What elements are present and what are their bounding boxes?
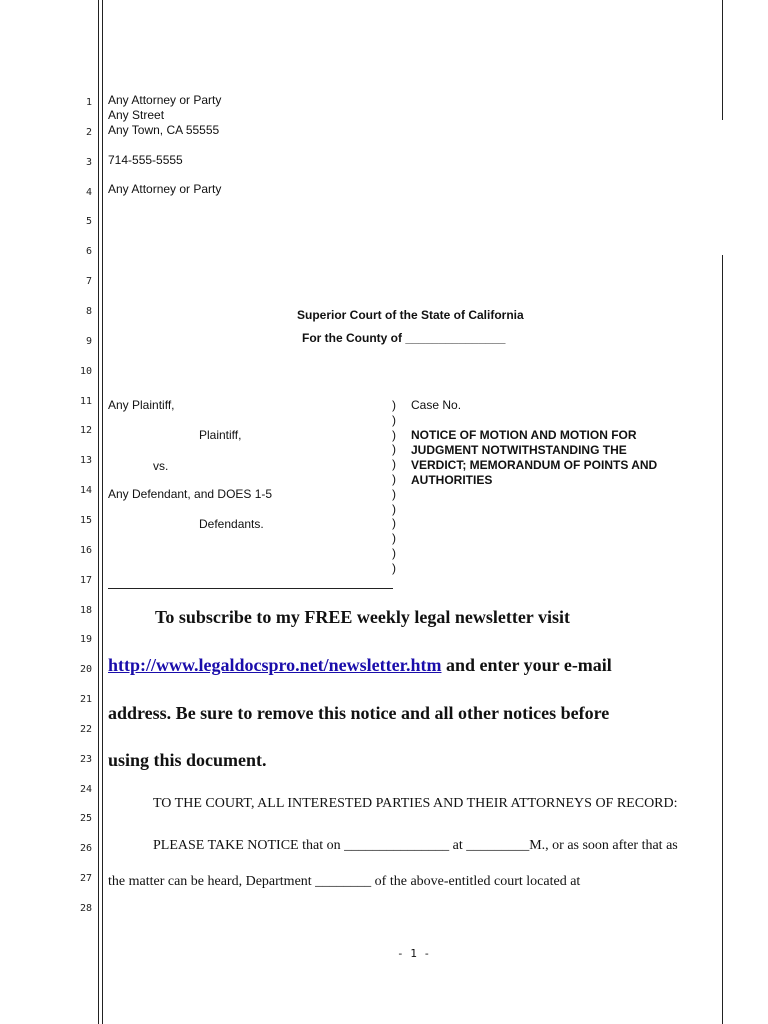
line-number: 14 xyxy=(79,485,92,497)
line-number: 7 xyxy=(85,276,92,288)
caption-paren: ) xyxy=(392,546,396,560)
line-number: 19 xyxy=(79,634,92,646)
plaintiff-name: Any Plaintiff, xyxy=(108,398,175,412)
caption-paren: ) xyxy=(392,412,396,427)
document-title-line-4: AUTHORITIES xyxy=(411,473,493,487)
line-number: 9 xyxy=(85,335,92,347)
salutation: TO THE COURT, ALL INTERESTED PARTIES AND THEIR ATTORNEYS OF RECORD: xyxy=(153,796,678,811)
caption-divider xyxy=(108,588,393,589)
court-name: Superior Court of the State of California xyxy=(297,308,524,322)
caption-paren: ) xyxy=(392,486,396,501)
line-number: 16 xyxy=(79,544,92,556)
line-number: 8 xyxy=(85,306,92,317)
newsletter-link[interactable]: http://www.legaldocspro.net/newsletter.htm xyxy=(108,655,442,675)
attorney-street: Any Street xyxy=(108,108,165,122)
left-margin-rule-inner xyxy=(102,0,103,1024)
right-margin-rule xyxy=(722,255,723,1024)
caption-paren: ) xyxy=(392,501,396,516)
defendants-label: Defendants. xyxy=(199,517,264,531)
line-number: 18 xyxy=(79,604,92,616)
line-number: 4 xyxy=(85,186,92,198)
line-number: 6 xyxy=(85,246,92,258)
line-number: 11 xyxy=(79,395,92,407)
caption-paren: ) xyxy=(392,531,396,546)
defendant-name: Any Defendant, and DOES 1-5 xyxy=(108,487,273,501)
line-number: 17 xyxy=(79,574,92,586)
case-number-label: Case No. xyxy=(411,398,462,412)
line-number: 26 xyxy=(79,843,92,855)
line-number: 1 xyxy=(85,97,92,108)
attorney-for: Any Attorney or Party xyxy=(108,182,222,196)
line-number: 27 xyxy=(79,873,92,885)
line-number: 21 xyxy=(79,694,92,705)
attorney-city: Any Town, CA 55555 xyxy=(108,123,220,137)
caption-paren: ) xyxy=(392,457,396,472)
document-title-line-1: NOTICE OF MOTION AND MOTION FOR xyxy=(411,428,637,442)
caption-paren: ) xyxy=(392,442,396,457)
plaintiff-label: Plaintiff, xyxy=(199,428,242,442)
notice-line-1: PLEASE TAKE NOTICE that on _______________ at _________M., or as soon after that as xyxy=(153,838,678,853)
line-number: 2 xyxy=(85,126,92,138)
line-number: 13 xyxy=(79,455,92,467)
line-number: 12 xyxy=(79,425,92,437)
page-number: - 1 - xyxy=(397,947,431,960)
attorney-name: Any Attorney or Party xyxy=(108,93,222,107)
line-number: 28 xyxy=(79,903,92,914)
newsletter-line-3: address. Be sure to remove this notice and all other notices before xyxy=(108,703,610,723)
line-number: 24 xyxy=(79,783,92,795)
caption-paren: ) xyxy=(392,427,396,442)
left-margin-rule xyxy=(98,0,99,1024)
newsletter-line-2 xyxy=(108,655,612,676)
caption-paren: ) xyxy=(392,472,396,486)
document-title-line-2: JUDGMENT NOTWITHSTANDING THE xyxy=(411,443,627,457)
newsletter-line-4: using this document. xyxy=(108,750,267,770)
line-number: 5 xyxy=(85,216,92,228)
vs-label: vs. xyxy=(153,459,169,473)
line-number: 20 xyxy=(79,664,92,676)
newsletter-line-2-rest: and enter your e-mail xyxy=(441,655,612,675)
right-margin-rule-top xyxy=(722,0,723,120)
line-number: 25 xyxy=(79,813,92,825)
court-county: For the County of _______________ xyxy=(302,331,506,345)
attorney-phone: 714-555-5555 xyxy=(108,153,183,167)
line-number: 10 xyxy=(79,365,92,377)
caption-paren: ) xyxy=(392,516,396,531)
document-title-line-3: VERDICT; MEMORANDUM OF POINTS AND xyxy=(411,458,658,472)
caption-paren: ) xyxy=(392,560,396,575)
caption-paren: ) xyxy=(392,398,396,412)
line-number: 3 xyxy=(85,156,92,168)
line-number: 15 xyxy=(79,514,92,526)
notice-line-2: the matter can be heard, Department ________ of the above-entitled court located at xyxy=(108,874,581,889)
line-number: 23 xyxy=(79,753,92,765)
line-number: 22 xyxy=(79,723,92,735)
newsletter-line-1: To subscribe to my FREE weekly legal newsletter visit xyxy=(155,607,570,627)
